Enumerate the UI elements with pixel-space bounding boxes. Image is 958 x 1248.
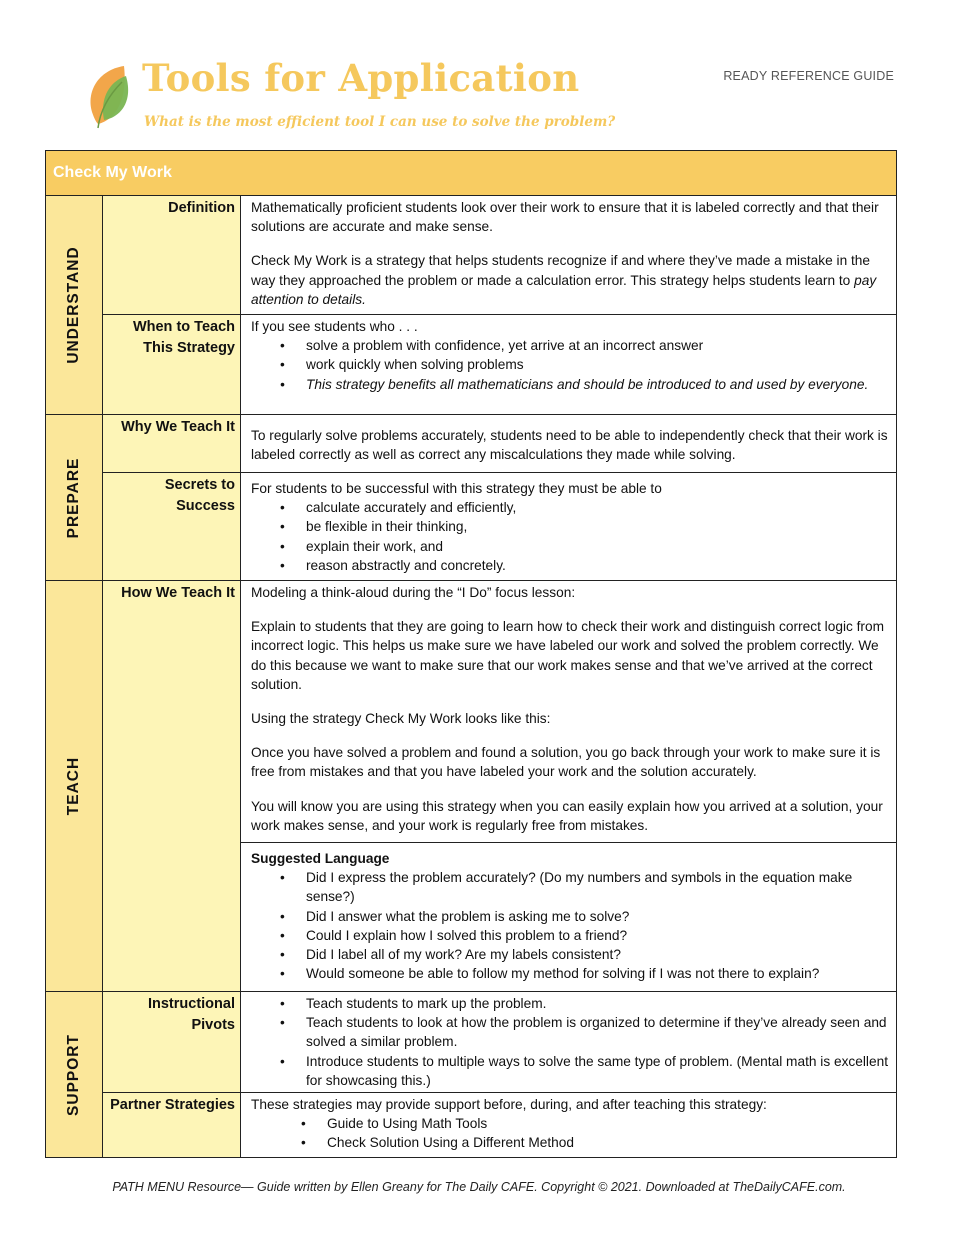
list-item: • Could I explain how I solved this problem to a friend?: [251, 926, 890, 945]
section-teach: [46, 581, 103, 992]
row-label-partner: Partner Strategies: [103, 1093, 241, 1157]
section-understand: [46, 196, 103, 415]
leaf-logo-icon: [84, 62, 140, 130]
section-label: PREPARE: [65, 457, 82, 538]
row-label-why: Why We Teach It: [103, 415, 241, 473]
suggested-language-heading: Suggested Language: [251, 851, 390, 866]
row-label-pivots: Instructional Pivots: [103, 992, 241, 1093]
how-content: [241, 581, 896, 843]
list-item: • Did I express the problem accurately? (Do my numbers and symbols in the equation make sense?): [251, 868, 890, 906]
list-item: • Teach students to look at how the problem is organized to determine if they’ve already seen and solved a similar problem.: [251, 1013, 890, 1051]
why-text: To regularly solve problems accurately, students need to be able to independently check that their work is labeled correctly as well as correct any miscalculations they made while solving.: [251, 428, 888, 463]
row-label-secrets: Secrets to Success: [103, 473, 241, 581]
section-label: TEACH: [65, 756, 82, 816]
list-item: • Did I answer what the problem is asking me to solve?: [251, 907, 890, 926]
page-subtitle: What is the most efficient tool I can use to solve the problem?: [144, 114, 616, 130]
row-label-when-to-teach: When to Teach This Strategy: [103, 315, 241, 415]
when-intro: If you see students who . . .: [251, 319, 418, 334]
definition-content: [241, 196, 896, 315]
definition-paragraph: Mathematically proficient students look over their work to ensure that it is labeled correctly and that their solutions are accurate and make sense.: [251, 200, 879, 235]
strategy-banner: [46, 151, 896, 196]
guide-label: READY REFERENCE GUIDE: [723, 69, 894, 83]
partner-content: [241, 1093, 896, 1157]
suggested-language-list: [251, 868, 890, 983]
strategy-table: [45, 150, 897, 1158]
list-item: • Teach students to mark up the problem.: [251, 994, 890, 1013]
suggested-language-content: [241, 843, 896, 992]
partner-intro: These strategies may provide support before, during, and after teaching this strategy:: [251, 1097, 767, 1112]
how-paragraph: You will know you are using this strategy when you can easily explain how you arrived at a solution, your work makes sense, and your work is regularly free from mistakes.: [251, 798, 883, 833]
section-label: UNDERSTAND: [65, 246, 82, 364]
how-paragraph: Using the strategy Check My Work looks like this:: [251, 711, 551, 727]
secrets-intro: For students to be successful with this strategy they must be able to: [251, 481, 662, 496]
section-label: SUPPORT: [65, 1033, 82, 1116]
row-label-how: How We Teach It: [103, 581, 241, 992]
list-item: • solve a problem with confidence, yet arrive at an incorrect answer: [251, 336, 890, 355]
list-item: • work quickly when solving problems: [251, 355, 890, 374]
secrets-content: [241, 473, 896, 581]
list-item: • be flexible in their thinking,: [251, 517, 890, 536]
when-list: [251, 336, 890, 394]
how-paragraph: Once you have solved a problem and found a solution, you go back through your work to make sure it is free from mistakes and that you have labeled your work and the solution accurately.: [251, 745, 881, 780]
list-item: • Check Solution Using a Different Method: [251, 1133, 890, 1152]
list-item: • calculate accurately and efficiently,: [251, 498, 890, 517]
list-item: • reason abstractly and concretely.: [251, 556, 890, 575]
pivots-list: [251, 994, 890, 1090]
list-item: • explain their work, and: [251, 537, 890, 556]
why-content: [241, 415, 896, 473]
strategy-title: Check My Work: [53, 164, 172, 181]
definition-paragraph: Check My Work is a strategy that helps students recognize if and where they’ve made a mistake in the way they approached the problem or made a calculation error. This strategy helps students learn to pay attention to details.: [251, 253, 877, 307]
list-item: • Would someone be able to follow my method for solving if I was not there to explain?: [251, 964, 890, 983]
list-item: • Did I label all of my work? Are my labels consistent?: [251, 945, 890, 964]
page-header: [0, 0, 958, 150]
secrets-list: [251, 498, 890, 575]
page-title: Tools for Application: [142, 56, 580, 100]
how-paragraph: Explain to students that they are going to learn how to check their work and distinguish correct logic from incorrect logic. This helps us make sure we have labeled our work and solved the problem correctly. We do this because we want to make sure that our work makes sense and that we’ve arrived at the correct solution.: [251, 619, 885, 692]
partner-list: [251, 1114, 890, 1152]
page-footer: PATH MENU Resource— Guide written by Ellen Greany for The Daily CAFE. Copyright © 2021. Downloaded at TheDailyCAFE.com.: [112, 1180, 846, 1194]
how-paragraph: Modeling a think-aloud during the “I Do” focus lesson:: [251, 585, 576, 600]
list-item: • Guide to Using Math Tools: [251, 1114, 890, 1133]
list-item: • Introduce students to multiple ways to solve the same type of problem. (Mental math is excellent for showcasing this.): [251, 1052, 890, 1090]
section-support: [46, 992, 103, 1157]
row-label-definition: Definition: [103, 196, 241, 315]
when-to-teach-content: [241, 315, 896, 415]
list-item: • This strategy benefits all mathematicians and should be introduced to and used by everyone.: [251, 375, 890, 394]
pivots-content: [241, 992, 896, 1093]
section-prepare: [46, 415, 103, 581]
